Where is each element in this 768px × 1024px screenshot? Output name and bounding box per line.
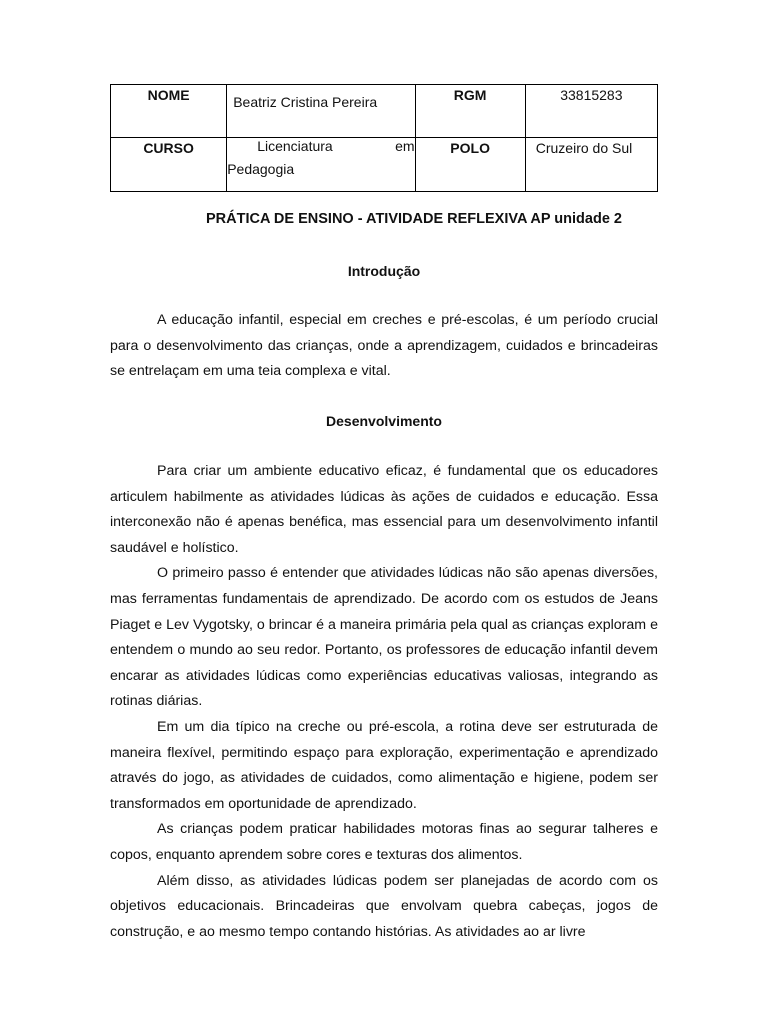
document-title: PRÁTICA DE ENSINO - ATIVIDADE REFLEXIVA AP unidade 2	[206, 211, 622, 227]
rgm-label: RGM	[415, 85, 525, 138]
table-row	[111, 138, 658, 192]
paragraph: As crianças podem praticar habilidades motoras finas ao segurar talheres e copos, enquanto aprendem sobre cores e texturas dos alimentos.	[110, 821, 658, 863]
intro-body	[110, 308, 658, 385]
development-body	[110, 459, 658, 945]
section-heading-desenvolvimento: Desenvolvimento	[326, 413, 442, 429]
name-cell	[227, 85, 415, 138]
paragraph: Além disso, as atividades lúdicas podem ser planejadas de acordo com os objetivos educacionais. Brincadeiras que envolvam quebra cabeças, jogos de construção, e ao mesmo tempo contando histórias. As atividades ao ar livre	[110, 872, 658, 940]
section-heading-introducao: Introdução	[347, 263, 421, 279]
paragraph: Para criar um ambiente educativo eficaz, é fundamental que os educadores articulem habilmente as atividades lúdicas às ações de cuidados e educação. Essa interconexão não é apenas benéfica, mas essencial para um desenvolvimento infantil saudável e holístico.	[110, 463, 658, 556]
name-label: NOME	[111, 85, 227, 138]
rgm-value: 33815283	[560, 87, 623, 103]
polo-cell	[525, 138, 657, 192]
paragraph: O primeiro passo é entender que atividades lúdicas não são apenas diversões, mas ferramentas fundamentais de aprendizado. De acordo com os estudos de Jeans Piaget e Lev Vygotsky, o brincar é a maneira primária pela qual as crianças exploram e entendem o mundo ao seu redor. Portanto, os professores de educação infantil devem encarar as atividades lúdicas como experiências educativas valiosas, integrando as rotinas diárias.	[110, 565, 658, 710]
student-info-table	[110, 84, 658, 192]
course-value-word2: em	[395, 138, 415, 154]
rgm-cell	[525, 85, 657, 138]
paragraph: A educação infantil, especial em creches e pré-escolas, é um período crucial para o desenvolvimento das crianças, onde a aprendizagem, cuidados e brincadeiras se entrelaçam em uma teia complexa e vital.	[110, 312, 658, 380]
polo-value: Cruzeiro do Sul	[535, 140, 633, 156]
table-row	[111, 85, 658, 138]
course-cell	[227, 138, 415, 192]
course-value-line1	[227, 138, 414, 154]
paragraph: Em um dia típico na creche ou pré-escola, a rotina deve ser estruturada de maneira flexível, permitindo espaço para exploração, experimentação e aprendizado através do jogo, as atividades de cuidados, como alimentação e higiene, podem ser transformados em oportunidade de aprendizado.	[110, 718, 658, 812]
course-value-word1: Licenciatura	[257, 138, 333, 154]
course-label: CURSO	[111, 138, 227, 192]
course-value-line2: Pedagogia	[227, 161, 295, 177]
name-value: Beatriz Cristina Pereira	[233, 94, 378, 110]
polo-label: POLO	[415, 138, 525, 192]
